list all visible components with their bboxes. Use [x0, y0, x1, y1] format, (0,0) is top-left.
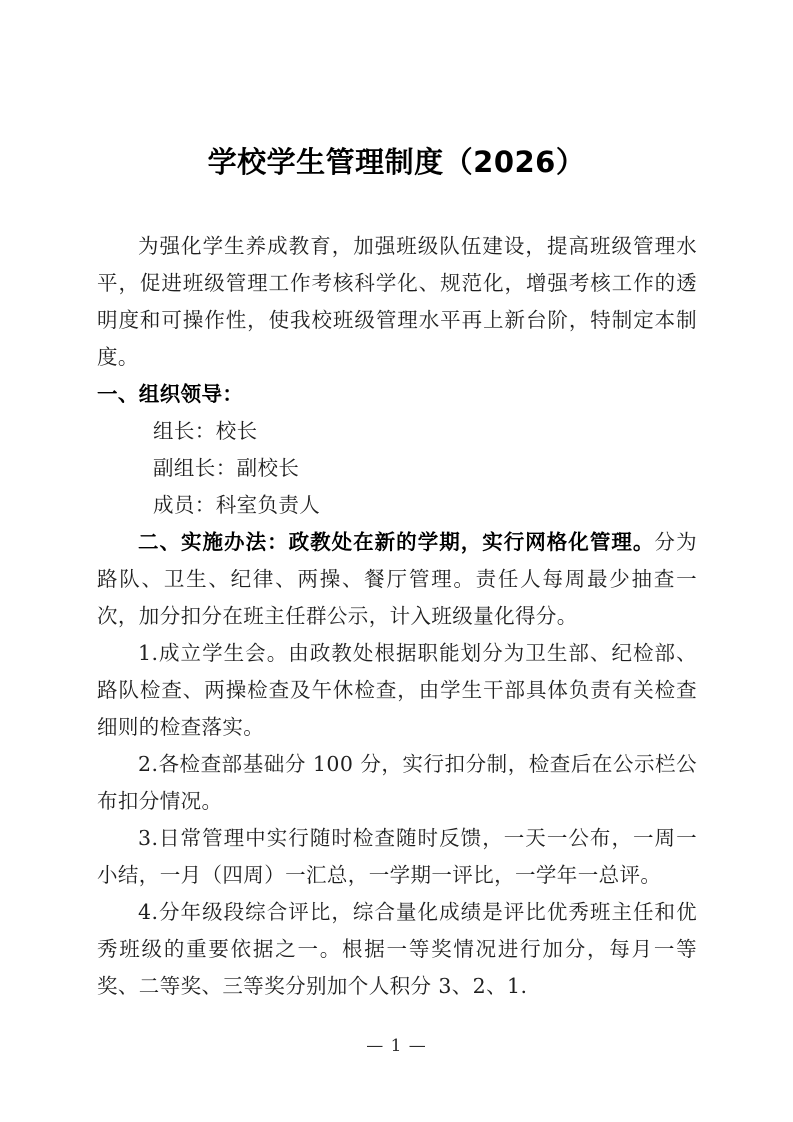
preamble-paragraph: 为强化学生养成教育，加强班级队伍建设，提高班级管理水平，促进班级管理工作考核科学化、规范化，增强考核工作的透明度和可操作性，使我校班级管理水平再上新台阶，特制定本制度。	[97, 234, 697, 369]
section-one-member-deputy-leader: 副组长：副校长	[153, 456, 300, 480]
section-two-heading-continuation: 分为路队、卫生、纪律、两操、餐厅管理。责任人每周最少抽查一次，加分扣分在班主任群公示，计入班级量化得分。	[97, 530, 697, 628]
page-number-footer: — 1 —	[366, 1036, 427, 1056]
section-two-item-2: 2.各检查部基础分 100 分，实行扣分制，检查后在公示栏公布扣分情况。	[97, 752, 697, 813]
section-one-member-leader: 组长：校长	[153, 419, 258, 443]
page-title: 学校学生管理制度（2026）	[207, 145, 586, 179]
section-two-heading: 二、实施办法：政教处在新的学期，实行网格化管理。	[138, 530, 655, 554]
section-one-heading: 一、组织领导：	[97, 382, 244, 406]
section-two-item-4: 4.分年级段综合评比，综合量化成绩是评比优秀班主任和优秀班级的重要依据之一。根据一等奖情况进行加分，每月一等奖、二等奖、三等奖分别加个人积分 3、2、1.	[97, 900, 697, 998]
section-two-paragraph	[97, 524, 697, 635]
document-body	[97, 228, 697, 1005]
section-two-item-1: 1.成立学生会。由政教处根据职能划分为卫生部、纪检部、路队检查、两操检查及午休检查，由学生干部具体负责有关检查细则的检查落实。	[97, 641, 697, 739]
section-two-item-3: 3.日常管理中实行随时检查随时反馈，一天一公布，一周一小结，一月（四周）一汇总，一学期一评比，一学年一总评。	[97, 826, 697, 887]
section-one-member-staff: 成员：科室负责人	[153, 493, 321, 517]
